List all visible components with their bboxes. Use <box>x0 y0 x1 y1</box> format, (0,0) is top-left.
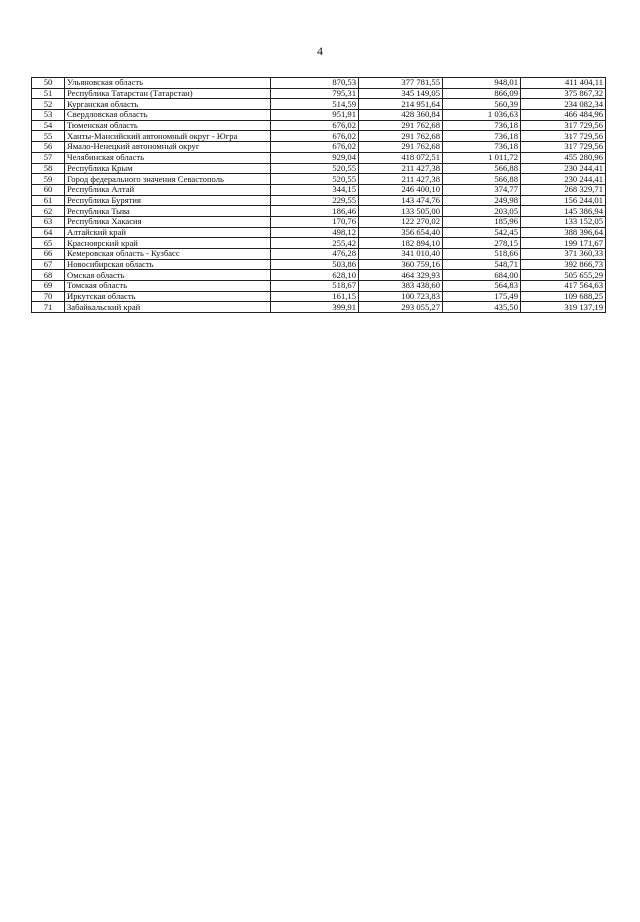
region-name-cell: Свердловская область <box>65 110 271 121</box>
region-name-cell: Республика Алтай <box>65 184 271 195</box>
value-1-cell: 161,15 <box>271 291 359 302</box>
value-2-cell: 182 894,10 <box>359 238 443 249</box>
value-1-cell: 929,04 <box>271 152 359 163</box>
value-4-cell: 371 360,33 <box>521 249 606 260</box>
table-row <box>32 195 606 206</box>
value-2-cell: 291 762,68 <box>359 120 443 131</box>
value-4-cell: 388 396,64 <box>521 227 606 238</box>
value-1-cell: 520,55 <box>271 163 359 174</box>
region-name-cell: Республика Бурятия <box>65 195 271 206</box>
value-3-cell: 736,18 <box>443 131 521 142</box>
table-row <box>32 142 606 153</box>
table-row <box>32 78 606 89</box>
table-row <box>32 88 606 99</box>
region-name-cell: Забайкальский край <box>65 302 271 313</box>
value-2-cell: 377 781,55 <box>359 78 443 89</box>
value-1-cell: 676,02 <box>271 142 359 153</box>
value-2-cell: 291 762,68 <box>359 142 443 153</box>
region-name-cell: Республика Хакасия <box>65 216 271 227</box>
value-1-cell: 255,42 <box>271 238 359 249</box>
region-name-cell: Иркутская область <box>65 291 271 302</box>
value-1-cell: 503,86 <box>271 259 359 270</box>
table-body <box>32 78 606 313</box>
value-4-cell: 230 244,41 <box>521 174 606 185</box>
row-number-cell: 58 <box>32 163 65 174</box>
row-number-cell: 67 <box>32 259 65 270</box>
value-2-cell: 341 010,40 <box>359 249 443 260</box>
value-3-cell: 564,83 <box>443 281 521 292</box>
value-1-cell: 628,10 <box>271 270 359 281</box>
region-name-cell: Ямало-Ненецкий автономный округ <box>65 142 271 153</box>
region-name-cell: Курганская область <box>65 99 271 110</box>
value-1-cell: 518,67 <box>271 281 359 292</box>
value-3-cell: 566,88 <box>443 163 521 174</box>
region-name-cell: Ханты-Мансийский автономный округ - Югра <box>65 131 271 142</box>
table-row <box>32 206 606 217</box>
row-number-cell: 50 <box>32 78 65 89</box>
region-name-cell: Тюменская область <box>65 120 271 131</box>
row-number-cell: 64 <box>32 227 65 238</box>
value-2-cell: 133 505,00 <box>359 206 443 217</box>
regions-table <box>31 77 606 313</box>
value-4-cell: 455 280,96 <box>521 152 606 163</box>
row-number-cell: 53 <box>32 110 65 121</box>
value-3-cell: 203,05 <box>443 206 521 217</box>
value-1-cell: 170,76 <box>271 216 359 227</box>
row-number-cell: 62 <box>32 206 65 217</box>
value-3-cell: 684,00 <box>443 270 521 281</box>
value-1-cell: 870,53 <box>271 78 359 89</box>
table-row <box>32 302 606 313</box>
row-number-cell: 71 <box>32 302 65 313</box>
region-name-cell: Красноярский край <box>65 238 271 249</box>
value-2-cell: 211 427,38 <box>359 174 443 185</box>
table-row <box>32 110 606 121</box>
value-4-cell: 319 137,19 <box>521 302 606 313</box>
row-number-cell: 54 <box>32 120 65 131</box>
region-name-cell: Республика Татарстан (Татарстан) <box>65 88 271 99</box>
table-row <box>32 216 606 227</box>
value-3-cell: 1 011,72 <box>443 152 521 163</box>
value-4-cell: 317 729,56 <box>521 142 606 153</box>
value-3-cell: 736,18 <box>443 142 521 153</box>
page-number: 4 <box>317 44 323 58</box>
value-4-cell: 466 484,96 <box>521 110 606 121</box>
table-row <box>32 174 606 185</box>
value-4-cell: 505 655,29 <box>521 270 606 281</box>
value-1-cell: 676,02 <box>271 120 359 131</box>
value-2-cell: 428 360,84 <box>359 110 443 121</box>
row-number-cell: 57 <box>32 152 65 163</box>
row-number-cell: 56 <box>32 142 65 153</box>
table-row <box>32 291 606 302</box>
value-3-cell: 249,98 <box>443 195 521 206</box>
table-row <box>32 249 606 260</box>
value-3-cell: 175,49 <box>443 291 521 302</box>
region-name-cell: Челябинская область <box>65 152 271 163</box>
value-3-cell: 736,18 <box>443 120 521 131</box>
value-3-cell: 1 036,63 <box>443 110 521 121</box>
row-number-cell: 70 <box>32 291 65 302</box>
value-4-cell: 375 867,32 <box>521 88 606 99</box>
value-4-cell: 234 082,34 <box>521 99 606 110</box>
table-row <box>32 131 606 142</box>
table-row <box>32 163 606 174</box>
value-3-cell: 566,88 <box>443 174 521 185</box>
value-4-cell: 317 729,56 <box>521 131 606 142</box>
table-row <box>32 238 606 249</box>
value-4-cell: 133 152,05 <box>521 216 606 227</box>
value-2-cell: 345 149,05 <box>359 88 443 99</box>
row-number-cell: 51 <box>32 88 65 99</box>
value-3-cell: 542,45 <box>443 227 521 238</box>
value-2-cell: 464 329,93 <box>359 270 443 281</box>
row-number-cell: 61 <box>32 195 65 206</box>
value-4-cell: 199 171,67 <box>521 238 606 249</box>
table-row <box>32 270 606 281</box>
table-row <box>32 184 606 195</box>
value-2-cell: 360 759,16 <box>359 259 443 270</box>
value-3-cell: 518,66 <box>443 249 521 260</box>
region-name-cell: Кемеровская область - Кузбасс <box>65 249 271 260</box>
region-name-cell: Алтайский край <box>65 227 271 238</box>
row-number-cell: 66 <box>32 249 65 260</box>
value-3-cell: 374,77 <box>443 184 521 195</box>
value-2-cell: 100 723,83 <box>359 291 443 302</box>
value-1-cell: 186,46 <box>271 206 359 217</box>
value-2-cell: 143 474,76 <box>359 195 443 206</box>
row-number-cell: 60 <box>32 184 65 195</box>
value-3-cell: 948,01 <box>443 78 521 89</box>
value-2-cell: 211 427,38 <box>359 163 443 174</box>
region-name-cell: Омская область <box>65 270 271 281</box>
value-4-cell: 109 688,25 <box>521 291 606 302</box>
value-1-cell: 951,91 <box>271 110 359 121</box>
value-4-cell: 268 329,71 <box>521 184 606 195</box>
row-number-cell: 68 <box>32 270 65 281</box>
value-1-cell: 476,28 <box>271 249 359 260</box>
row-number-cell: 65 <box>32 238 65 249</box>
value-1-cell: 344,15 <box>271 184 359 195</box>
row-number-cell: 63 <box>32 216 65 227</box>
table-row <box>32 152 606 163</box>
row-number-cell: 59 <box>32 174 65 185</box>
table-row <box>32 259 606 270</box>
region-name-cell: Томская область <box>65 281 271 292</box>
value-4-cell: 230 244,41 <box>521 163 606 174</box>
value-3-cell: 548,71 <box>443 259 521 270</box>
value-4-cell: 317 729,56 <box>521 120 606 131</box>
value-1-cell: 399,91 <box>271 302 359 313</box>
table-row <box>32 281 606 292</box>
value-4-cell: 411 404,11 <box>521 78 606 89</box>
value-2-cell: 293 055,27 <box>359 302 443 313</box>
table-row <box>32 99 606 110</box>
region-name-cell: Республика Крым <box>65 163 271 174</box>
value-2-cell: 214 951,64 <box>359 99 443 110</box>
value-1-cell: 514,59 <box>271 99 359 110</box>
value-2-cell: 383 438,60 <box>359 281 443 292</box>
value-3-cell: 560,39 <box>443 99 521 110</box>
value-1-cell: 795,31 <box>271 88 359 99</box>
row-number-cell: 52 <box>32 99 65 110</box>
value-3-cell: 435,50 <box>443 302 521 313</box>
value-1-cell: 676,02 <box>271 131 359 142</box>
region-name-cell: Республика Тыва <box>65 206 271 217</box>
value-2-cell: 291 762,68 <box>359 131 443 142</box>
row-number-cell: 55 <box>32 131 65 142</box>
region-name-cell: Ульяновская область <box>65 78 271 89</box>
value-1-cell: 229,55 <box>271 195 359 206</box>
value-1-cell: 498,12 <box>271 227 359 238</box>
value-2-cell: 418 072,51 <box>359 152 443 163</box>
value-2-cell: 356 654,40 <box>359 227 443 238</box>
value-3-cell: 185,96 <box>443 216 521 227</box>
value-3-cell: 866,09 <box>443 88 521 99</box>
table-row <box>32 227 606 238</box>
row-number-cell: 69 <box>32 281 65 292</box>
region-name-cell: Город федерального значения Севастополь <box>65 174 271 185</box>
value-4-cell: 417 564,63 <box>521 281 606 292</box>
region-name-cell: Новосибирская область <box>65 259 271 270</box>
value-3-cell: 278,15 <box>443 238 521 249</box>
value-4-cell: 145 386,94 <box>521 206 606 217</box>
value-1-cell: 520,55 <box>271 174 359 185</box>
value-4-cell: 156 244,01 <box>521 195 606 206</box>
table-row <box>32 120 606 131</box>
value-2-cell: 122 270,02 <box>359 216 443 227</box>
value-4-cell: 392 866,73 <box>521 259 606 270</box>
value-2-cell: 246 400,10 <box>359 184 443 195</box>
